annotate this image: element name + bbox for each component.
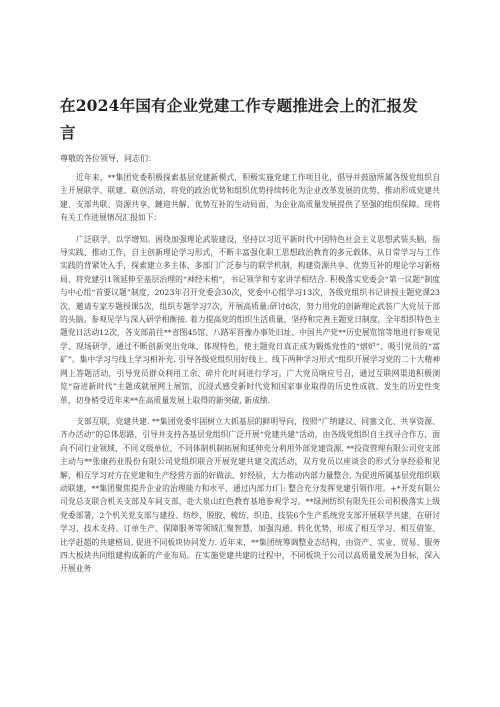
- document-title: [60, 92, 440, 146]
- greeting: 尊敬的各位领导，同志们：: [60, 154, 156, 163]
- paragraph-joint-study: 广泛联学，以学增知。困绕加强理论武装建设，坚持以习近平新时代中国特色社会主义思想武装头脑，指导实践、推动工作，自主创新理论学习形式，不断丰富强化职工思想政治教育的多元载体，从日常学习与工作实践的背紧处入手，探索建立多主体、多部门广泛参与的联学机制，构建资源共享、优势互补的理论学习新格局，将党建引1领延伸至基层治理的“神经末梢”，书记领学和专家讲学相结合. 积极落实党委会“第一议题”制度与中心组“首要议题”制度，2023年召开党委会30次，党委中心组学习13次，各级党组织书记讲授主题党课23次，邀请专家专题授课5次，组织专题学习7次，开展高质量:研讨8次，努力用党的创新理论武装广大党员干部的头脑。参观见学与深入研学相衡接. 着力提高党的组织生活质量，坚持和完善主题党日制度，全年组织特色主题党日活动12次，各支部前往**省图45馆、八路军晋豫办事处旧址、中国共产党**历史展览馆等地进行参观见学、现场研学，通过不断创新突出党味、体现特色，使主题党日真正成为锻炼党性的“熔炉”、吸引党员的“富矿”。集中学习与线上学习相补充. 引导各级党组织用好线上、线下两种学习形式“组织开展学习党的二十大精神网上答题活动，引导党员群众利用工余、碎片化时间进行学习。广大党员响应号召，通过互联网渠道积极浏览“奋进新时代”主题成就展网上展馆，沉浸式感受新时代党和国家事业取得的历史性成就、发生的历史性变革，切身梢受近年来**在高质量发展上取得的新突破, 新成绩.: [60, 234, 440, 405]
- title-line-1: 在2024年国有企业党建工作专题推进会上的汇报发: [60, 96, 418, 115]
- paragraph-intro: 近年来，**集团党委积极探索基层党建新模式，积极实施党建工作项目化，倡导并鼓励所属各级党组织自主开展联学、联建、联创活动，将党的政治优势和组织优势持续转化为企业改革发展的优势，推动形成党建共建、支部共联、资源共享、鏈迎共解、优势互补的生动局面，为企业高质量发展提供了坚强的组织保障。现将有关工作进展情况汇报如下：: [60, 173, 440, 223]
- title-line-2: 言: [60, 123, 76, 142]
- paragraph-branch-linkage: 支部互联，党建共建. **集团党委牢固树立大抓基层的鲜明导向，按照“广纳建议、同塞文化、共享资源、齐办活动”的总体思路，引导并支持各基层党组织广泛开展“党建共建”活动，由各级党组织自主找寻合作方，面向不同行业领域、不同义级单位、不同体制机制拓展和延伸充分利用外部党建资源. **投资管理有限公司党支部主动与**张康药业股份有限公司党组织联合开展党建共建交流活动，双方党员以座谈会的形式分享经验和见解，相互学习对方在党建和生产经营方面的好做法、好经验，大力推动内部力量整合, 为促进所属基层党组织联动联建，**集团聚焦提升企业的治理能力和水平，通过内部力f门: 整合充分发挥党建引领作用。+*开发有限公司党总支联合机关支部及车间支部，赴大泉山红色教育基地参观学习。**绿洲纺织有限先任公司积极落实上级党委部署，2个机关党支部与建投、纺纱、脱胶、梳纺、织造、技装6个生产系统党支部开展联学共建，在研讨学习、技术支持、订单生产、保障服务等领域汇聚智慧，加强沟通、转化优势，形成了相互学习、相互借鉴、比学赶超的共建格局, 促进不同板块协同发力. 近年来，**集团统筹调整业态结构，由资产、实业、贸易、服务四大板块共同组建构成新的产业布局。在实施党建共建的过程中，不同板块于公司以高质量发展为目标，深入开展业务: [60, 416, 440, 574]
